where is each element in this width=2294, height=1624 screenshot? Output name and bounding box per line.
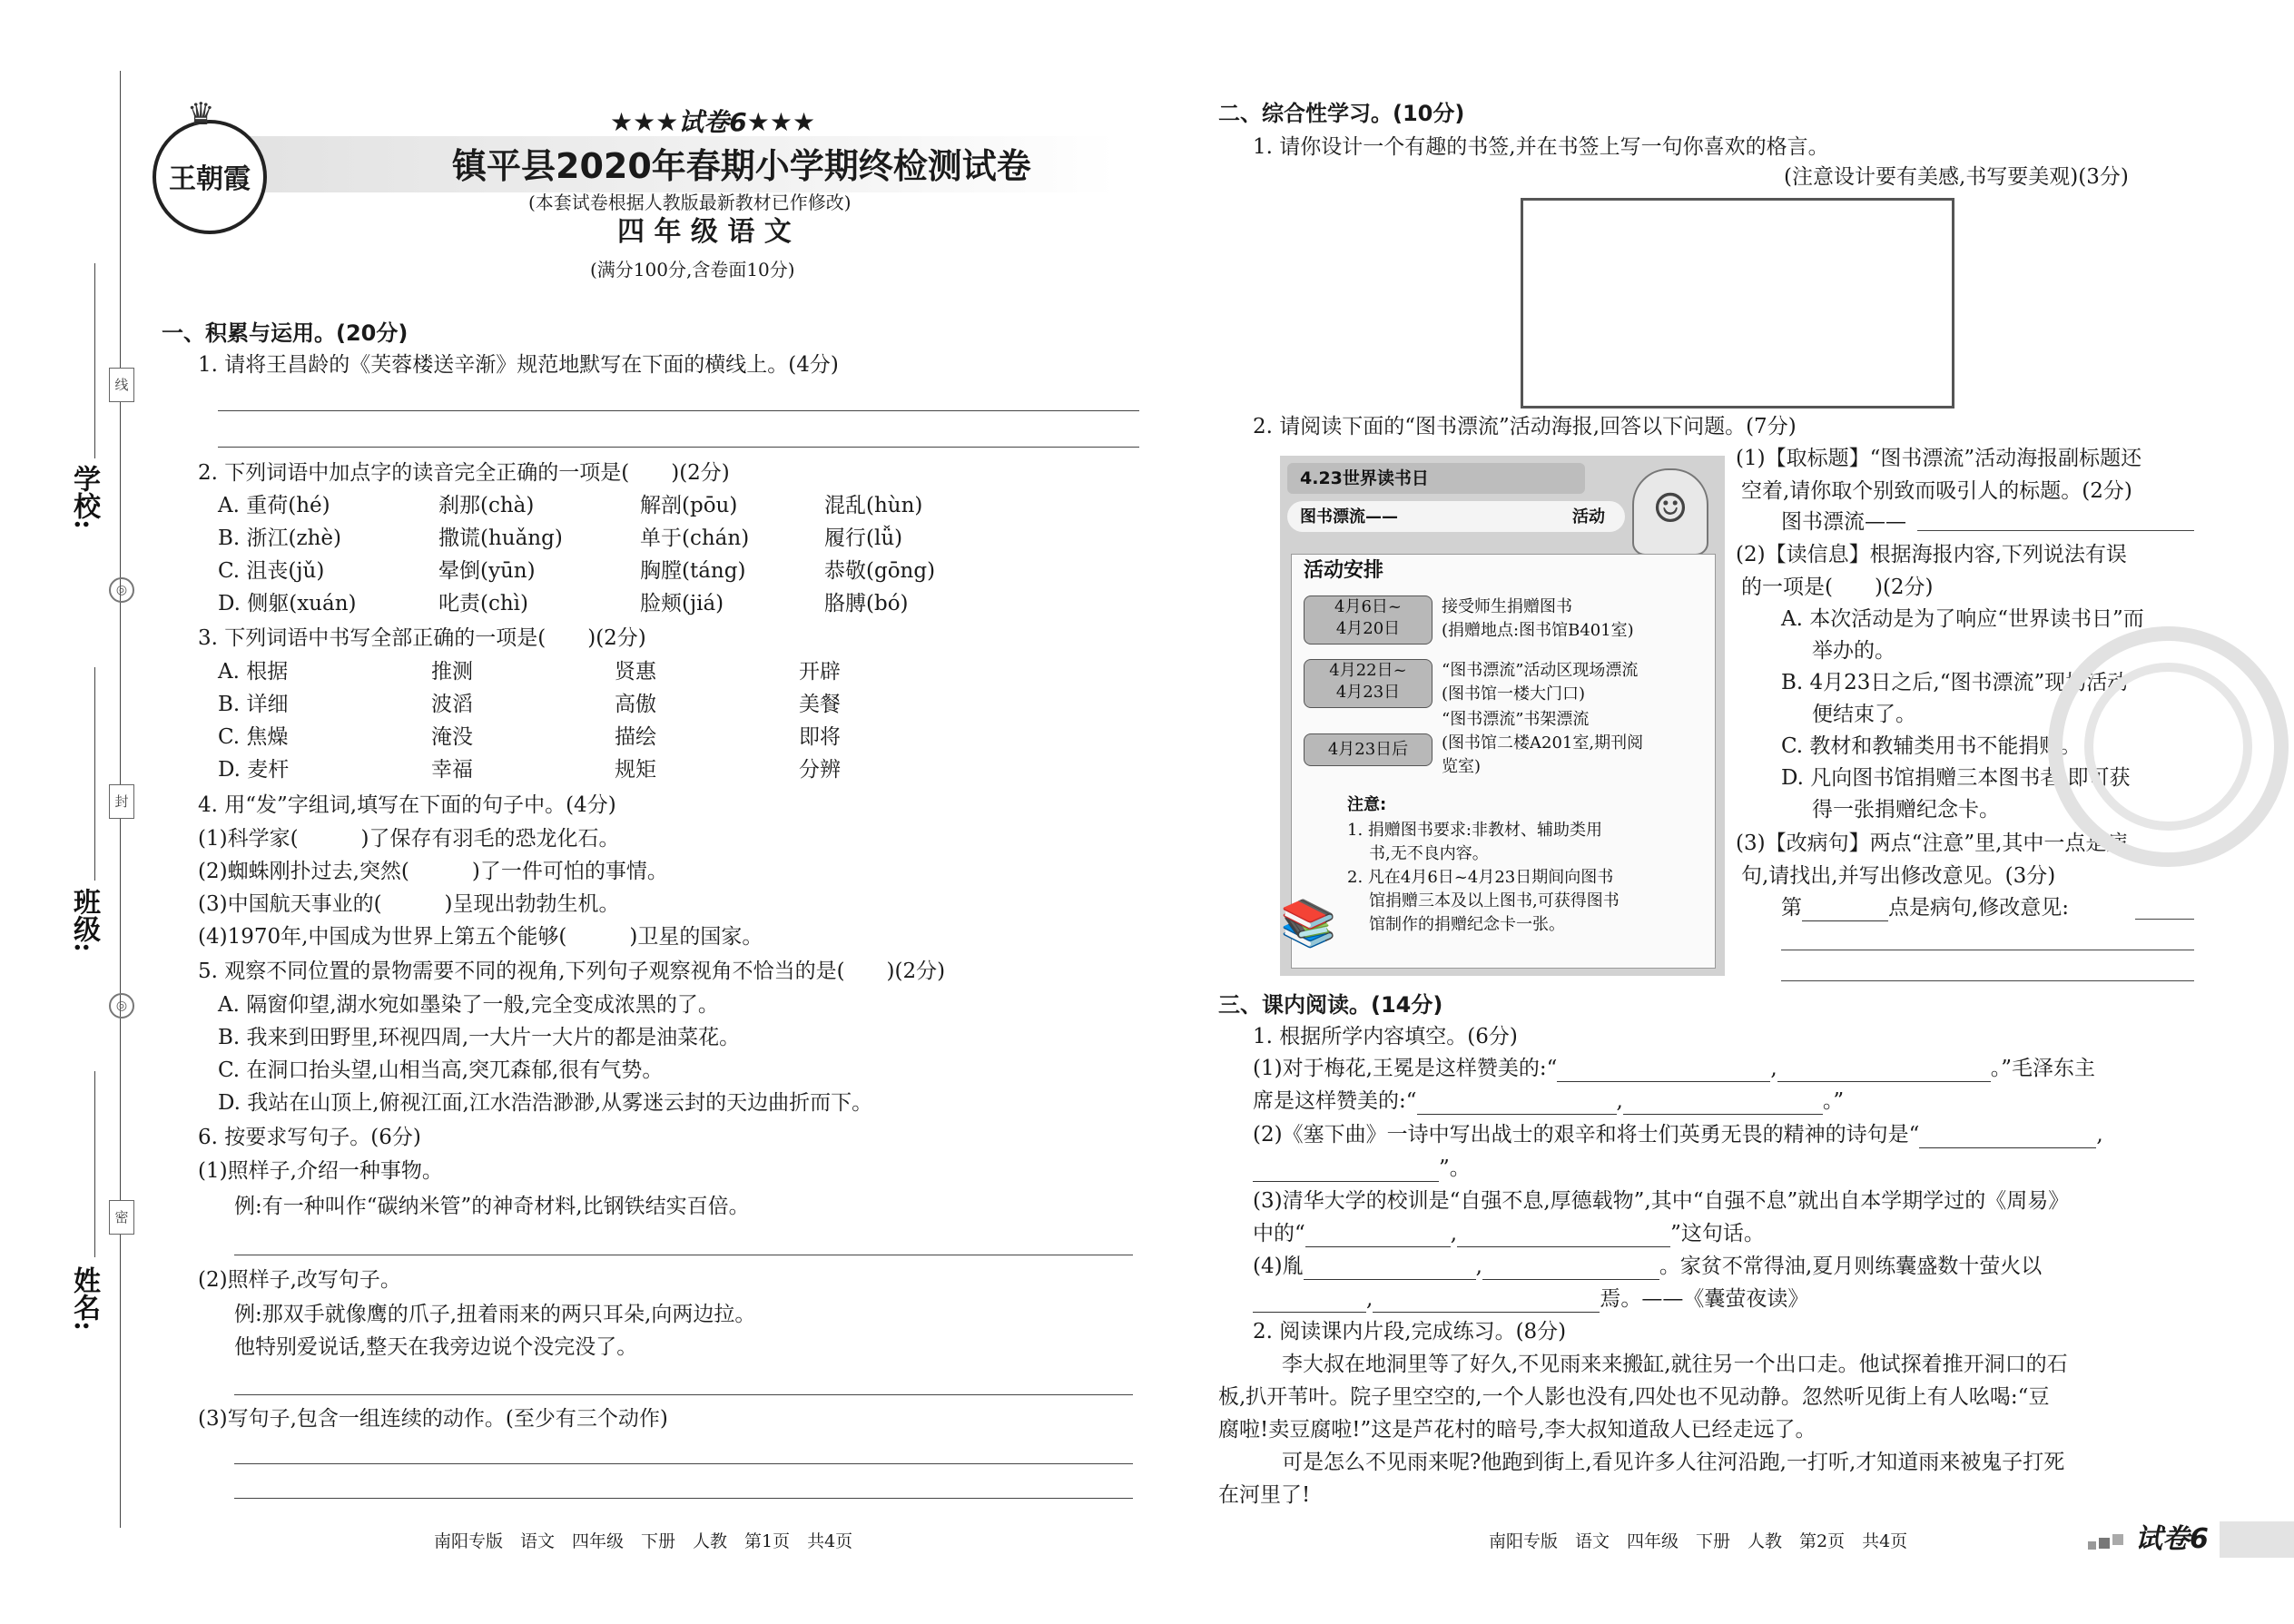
q6-3: (3)写句子,包含一组连续的动作。(至少有三个动作) <box>198 1407 668 1431</box>
fill-blank[interactable] <box>1253 1161 1439 1182</box>
poster-title-left: 图书漂流—— <box>1300 507 1398 527</box>
q2-2-option: 便结束了。 <box>1812 703 1916 726</box>
q1-4: 4. 用“发”字组词,填写在下面的句子中。(4分) <box>198 793 616 817</box>
footer-tag: 试卷6 <box>2135 1523 2209 1555</box>
q5-item: B. 我来到田野里,环视四周,一大片一大片的都是油菜花。 <box>218 1026 741 1049</box>
q2-2-option: D. 凡向图书馆捐赠三本图书者,即可获 <box>1781 766 2131 790</box>
point-number-blank[interactable] <box>1802 901 1888 921</box>
note-line: 馆捐赠三本及以上图书,可获得图书 <box>1369 891 1620 910</box>
q2-2-option: C. 教材和教辅类用书不能捐赠。 <box>1781 734 2082 758</box>
section1-heading: 一、积累与运用。(20分) <box>162 320 409 346</box>
schedule-text: “图书漂流”书架漂流 <box>1442 710 1590 729</box>
passage-line: 腐啦!卖豆腐啦!”这是芦花村的暗号,李大叔知道敌人已经走远了。 <box>1218 1418 1816 1442</box>
q1-6: 6. 按要求写句子。(6分) <box>198 1126 421 1149</box>
q2-option: 单于(chán) <box>640 527 750 550</box>
q2-option: 撒谎(huǎng) <box>438 527 563 550</box>
seal-feng-mark: 封 <box>109 784 134 819</box>
q2-option: 脸颊(jiá) <box>640 592 724 615</box>
correction-blank[interactable] <box>2135 919 2194 920</box>
seal-mi-mark: 密 <box>109 1200 134 1235</box>
books-icon: 📚 <box>1280 897 1337 950</box>
q3-option: 分辨 <box>799 758 841 782</box>
name-label: 姓名: <box>68 1266 100 1332</box>
answer-line[interactable] <box>218 410 1139 411</box>
reader-boy-icon: ☺ <box>1632 468 1708 556</box>
q3-1-1b: 。”毛泽东主 <box>1990 1057 2095 1080</box>
q2-option: 恭敬(gōng) <box>824 559 936 583</box>
q3-option: 淹没 <box>431 725 473 749</box>
date-box: 4月6日~ 4月20日 <box>1304 595 1433 645</box>
passage-line: 在河里了! <box>1218 1483 1311 1507</box>
fill-blank[interactable] <box>1304 1259 1476 1280</box>
q2-option: C. 沮丧(jǔ) <box>218 559 325 583</box>
logo-badge <box>153 96 267 234</box>
q2-option: 刹那(chà) <box>438 494 535 517</box>
q3-1-2: (2)《塞下曲》一诗中写出战士的艰辛和将士们英勇无畏的精神的诗句是“ , <box>1253 1123 2103 1147</box>
q3-option: 美餐 <box>799 693 841 716</box>
answer-line[interactable] <box>1781 980 2194 981</box>
q3-option: C. 焦燥 <box>218 725 289 749</box>
q3-option: D. 麦杆 <box>218 758 290 782</box>
schedule-text: 览室) <box>1442 757 1482 776</box>
note-line: 2. 凡在4月6日~4月23日期间向图书 <box>1347 868 1614 887</box>
watermark-stamp-inner <box>2084 663 2252 831</box>
fill-blank[interactable] <box>1305 1226 1451 1247</box>
q6-2: (2)照样子,改写句子。 <box>198 1268 401 1292</box>
q1-5: 5. 观察不同位置的景物需要不同的视角,下列句子观察视角不恰当的是( )(2分) <box>198 960 946 983</box>
note-line: 馆制作的捐赠纪念卡一张。 <box>1369 915 1565 934</box>
note-title: 注意: <box>1347 795 1387 814</box>
page-title: 镇平县2020年春期小学期终检测试卷 <box>452 146 1031 186</box>
q3-1: 1. 根据所学内容填空。(6分) <box>1253 1025 1518 1048</box>
q3-option: A. 根据 <box>218 660 289 684</box>
fill-blank[interactable] <box>1457 1226 1670 1247</box>
q2-option: A. 重荷(hé) <box>218 494 330 517</box>
q5-item: A. 隔窗仰望,湖水宛如墨染了一般,完全变成浓黑的了。 <box>218 993 719 1017</box>
q3-1-1: (1)对于梅花,王冕是这样赞美的:“ , 。”毛泽东主 <box>1253 1057 2095 1080</box>
class-blank <box>94 667 95 881</box>
fill-blank[interactable] <box>1777 1061 1991 1082</box>
q4-item: (3)中国航天事业的( )呈现出勃勃生机。 <box>198 892 620 916</box>
q3-1-3-line2: 中的“ , ”这句话。 <box>1253 1222 1765 1245</box>
school-blank <box>94 263 95 458</box>
fill-blank[interactable] <box>1373 1292 1600 1313</box>
q3-1-4: (4)胤 , 。家贫不常得油,夏月则练囊盛数十萤火以 <box>1253 1255 2043 1278</box>
q3-option: 规矩 <box>615 758 656 782</box>
q3-1-1d: 。” <box>1822 1089 1845 1113</box>
q2-option: B. 浙江(zhè) <box>218 527 342 550</box>
q2-option: 晕倒(yūn) <box>438 559 536 583</box>
passage-line: 板,扒开苇叶。院子里空空的,一个人影也没有,四处也不见动静。忽然听见街上有人吆喝:“豆 <box>1218 1385 2050 1409</box>
title-note: (本套试卷根据人教版最新教材已作修改) <box>528 192 852 213</box>
q3-option: 开辟 <box>799 660 841 684</box>
q3-option: 高傲 <box>615 693 656 716</box>
footer-right: 南阳专版 语文 四年级 下册 人教 第2页 共4页 <box>1489 1531 1908 1551</box>
q1-2: 2. 下列词语中加点字的读音完全正确的一项是( )(2分) <box>198 461 730 485</box>
q3-option: 幸福 <box>431 758 473 782</box>
bookmark-design-box[interactable] <box>1521 198 1954 408</box>
q3-option: 即将 <box>799 725 841 749</box>
footer-squares-icon <box>2088 1534 2124 1550</box>
fill-blank[interactable] <box>1482 1259 1659 1280</box>
schedule-text: “图书漂流”活动区现场漂流 <box>1442 661 1639 680</box>
q2-2-3b: 句,请找出,并写出修改意见。(3分) <box>1741 864 2056 888</box>
schedule-text: 接受师生捐赠图书 <box>1442 597 1572 616</box>
q2-2-option: A. 本次活动是为了响应“世界读书日”而 <box>1781 607 2144 631</box>
answer-line[interactable] <box>218 447 1139 448</box>
school-label: 学校: <box>68 465 100 530</box>
q3-1-3b: 中的“ <box>1253 1222 1305 1245</box>
answer-line[interactable] <box>234 1463 1133 1464</box>
q5-item: D. 我站在山顶上,俯视江面,江水浩浩渺渺,从雾迷云封的天边曲折而下。 <box>218 1091 873 1115</box>
schedule-text: (图书馆一楼大门口) <box>1442 684 1586 704</box>
logo-text: 王朝霞 <box>169 163 251 195</box>
q3-1-4c: 焉。——《囊萤夜读》 <box>1600 1287 1809 1311</box>
q2-2-1a: (1)【取标题】“图书漂流”活动海报副标题还 <box>1736 447 2142 470</box>
q2-option: 胳膊(bó) <box>824 592 909 615</box>
q3-option: B. 详细 <box>218 693 289 716</box>
q2-2: 2. 请阅读下面的“图书漂流”活动海报,回答以下问题。(7分) <box>1253 415 1797 438</box>
q3-1-3: (3)清华大学的校训是“自强不息,厚德载物”,其中“自强不息”就出自本学期学过的《周易》 <box>1253 1189 2070 1213</box>
q2-option: 解剖(pōu) <box>640 494 738 517</box>
score-note: (满分100分,含卷面10分) <box>590 259 795 281</box>
reading-day-poster <box>1280 456 1725 976</box>
poster-title-answer[interactable] <box>1917 530 2194 531</box>
q2-option: 胸膛(táng) <box>640 559 746 583</box>
note-line: 书,无不良内容。 <box>1369 844 1489 863</box>
schedule-title: 活动安排 <box>1304 559 1384 582</box>
q6-2-example: 例:那双手就像鹰的爪子,扭着雨来的两只耳朵,向两边拉。 <box>234 1303 756 1326</box>
q6-1-example: 例:有一种叫作“碳纳米管”的神奇材料,比钢铁结实百倍。 <box>234 1195 750 1218</box>
q3-1-2-line2 <box>1253 1155 1471 1182</box>
q6-2-sentence: 他特别爱说话,整天在我旁边说个没完没了。 <box>234 1335 638 1359</box>
subject-title: 四 年 级 语 文 <box>617 216 792 248</box>
q4-item: (1)科学家( )了保存有羽毛的恐龙化石。 <box>198 827 620 851</box>
q1-3: 3. 下列词语中书写全部正确的一项是( )(2分) <box>198 626 646 650</box>
binding-hole-icon: ◎ <box>109 577 134 603</box>
note-line: 1. 捐赠图书要求:非教材、辅助类用 <box>1347 821 1602 840</box>
q4-item: (4)1970年,中国成为世界上第五个能够( )卫星的国家。 <box>198 925 763 949</box>
q2-option: D. 侧躯(xuán) <box>218 592 357 615</box>
q2-2-option: 举办的。 <box>1812 639 1895 663</box>
q3-1-1-line2: 席是这样赞美的:“ , 。” <box>1253 1089 1845 1113</box>
q2-2-2b: 的一项是( )(2分) <box>1741 576 1934 599</box>
q2-2-2a: (2)【读信息】根据海报内容,下列说法有误 <box>1736 543 2127 566</box>
q2-1: 1. 请你设计一个有趣的书签,并在书签上写一句你喜欢的格言。 <box>1253 135 1829 159</box>
passage-line: 可是怎么不见雨来呢?他跑到街上,看见许多人往河沿跑,一打听,才知道雨来被鬼子打死 <box>1282 1451 2065 1474</box>
q2-2-3c-pre: 第 <box>1781 896 1802 920</box>
q4-item: (2)蜘蛛刚扑过去,突然( )了一件可怕的事情。 <box>198 860 668 883</box>
fill-blank[interactable] <box>1919 1127 2096 1148</box>
name-blank <box>94 1071 95 1257</box>
fill-blank[interactable] <box>1623 1094 1823 1115</box>
q2-2-3c <box>1781 894 2069 921</box>
q3-option: 推测 <box>431 660 473 684</box>
footer-left: 南阳专版 语文 四年级 下册 人教 第1页 共4页 <box>434 1531 853 1551</box>
q6-1: (1)照样子,介绍一种事物。 <box>198 1159 443 1183</box>
q2-2-1b: 空着,请你取个别致而吸引人的标题。(2分) <box>1741 479 2132 503</box>
poster-banner-text: 4.23世界读书日 <box>1300 468 1429 488</box>
q3-1-1c: 席是这样赞美的:“ <box>1253 1089 1417 1113</box>
fill-blank[interactable] <box>1557 1061 1770 1082</box>
answer-line[interactable] <box>234 1394 1133 1395</box>
q1-1: 1. 请将王昌龄的《芙蓉楼送辛渐》规范地默写在下面的横线上。(4分) <box>198 353 839 377</box>
binding-hole-icon: ◎ <box>109 993 134 1019</box>
answer-line[interactable] <box>234 1498 1133 1499</box>
q3-1-4b: 。家贫不常得油,夏月则练囊盛数十萤火以 <box>1659 1255 2043 1278</box>
class-label: 班级: <box>68 888 100 953</box>
q3-option: 贤惠 <box>615 660 656 684</box>
crown-icon: ♛ <box>187 96 215 133</box>
q5-item: C. 在洞口抬头望,山相当高,突兀森郁,很有气势。 <box>218 1058 664 1082</box>
schedule-text: (图书馆二楼A201室,期刊阅 <box>1442 733 1644 753</box>
q3-1-2a: (2)《塞下曲》一诗中写出战士的艰辛和将士们英勇无畏的精神的诗句是“ <box>1253 1123 1920 1147</box>
q3-1-4a: (4)胤 <box>1253 1255 1304 1278</box>
q3-1-2b: ”。 <box>1439 1156 1471 1180</box>
q3-1-1a: (1)对于梅花,王冕是这样赞美的:“ <box>1253 1057 1558 1080</box>
footer-tag-bar <box>2220 1521 2294 1558</box>
q2-option: 履行(lǚ) <box>824 527 903 550</box>
q3-1-3c: ”这句话。 <box>1670 1222 1765 1245</box>
passage-line: 李大叔在地洞里等了好久,不见雨来来搬缸,就往另一个出口走。他试探着推开洞口的石 <box>1282 1353 2068 1376</box>
q3-1-4-line2: , 焉。——《囊萤夜读》 <box>1253 1285 1808 1313</box>
q3-option: 波滔 <box>431 693 473 716</box>
fill-blank[interactable] <box>1253 1292 1366 1313</box>
q2-2-1c: 图书漂流—— <box>1781 510 1906 534</box>
q3-option: 描绘 <box>615 725 656 749</box>
date-box: 4月22日~ 4月23日 <box>1304 659 1433 708</box>
paper-number: ★★★试卷6★★★ <box>610 107 816 137</box>
q2-2-3c-post: 点是病句,修改意见: <box>1888 896 2070 920</box>
q2-option: 混乱(hùn) <box>824 494 923 517</box>
q2-1-note: (注意设计要有美感,书写要美观)(3分) <box>1784 165 2129 189</box>
poster-title-right: 活动 <box>1572 507 1605 527</box>
section2-heading: 二、综合性学习。(10分) <box>1218 101 1465 126</box>
fill-blank[interactable] <box>1417 1094 1617 1115</box>
date-box: 4月23日后 <box>1304 733 1433 766</box>
q2-2-option: B. 4月23日之后,“图书漂流”现场活动 <box>1781 671 2129 694</box>
section3-heading: 三、课内阅读。(14分) <box>1218 992 1443 1018</box>
q3-2: 2. 阅读课内片段,完成练习。(8分) <box>1253 1320 1567 1343</box>
q2-option: 叱责(chì) <box>438 592 528 615</box>
schedule-text: (捐赠地点:图书馆B401室) <box>1442 621 1634 640</box>
q2-2-3a: (3)【改病句】两点“注意”里,其中一点是病 <box>1736 832 2128 855</box>
q2-2-option: 得一张捐赠纪念卡。 <box>1812 798 2000 822</box>
seal-line-mark: 线 <box>109 368 134 402</box>
